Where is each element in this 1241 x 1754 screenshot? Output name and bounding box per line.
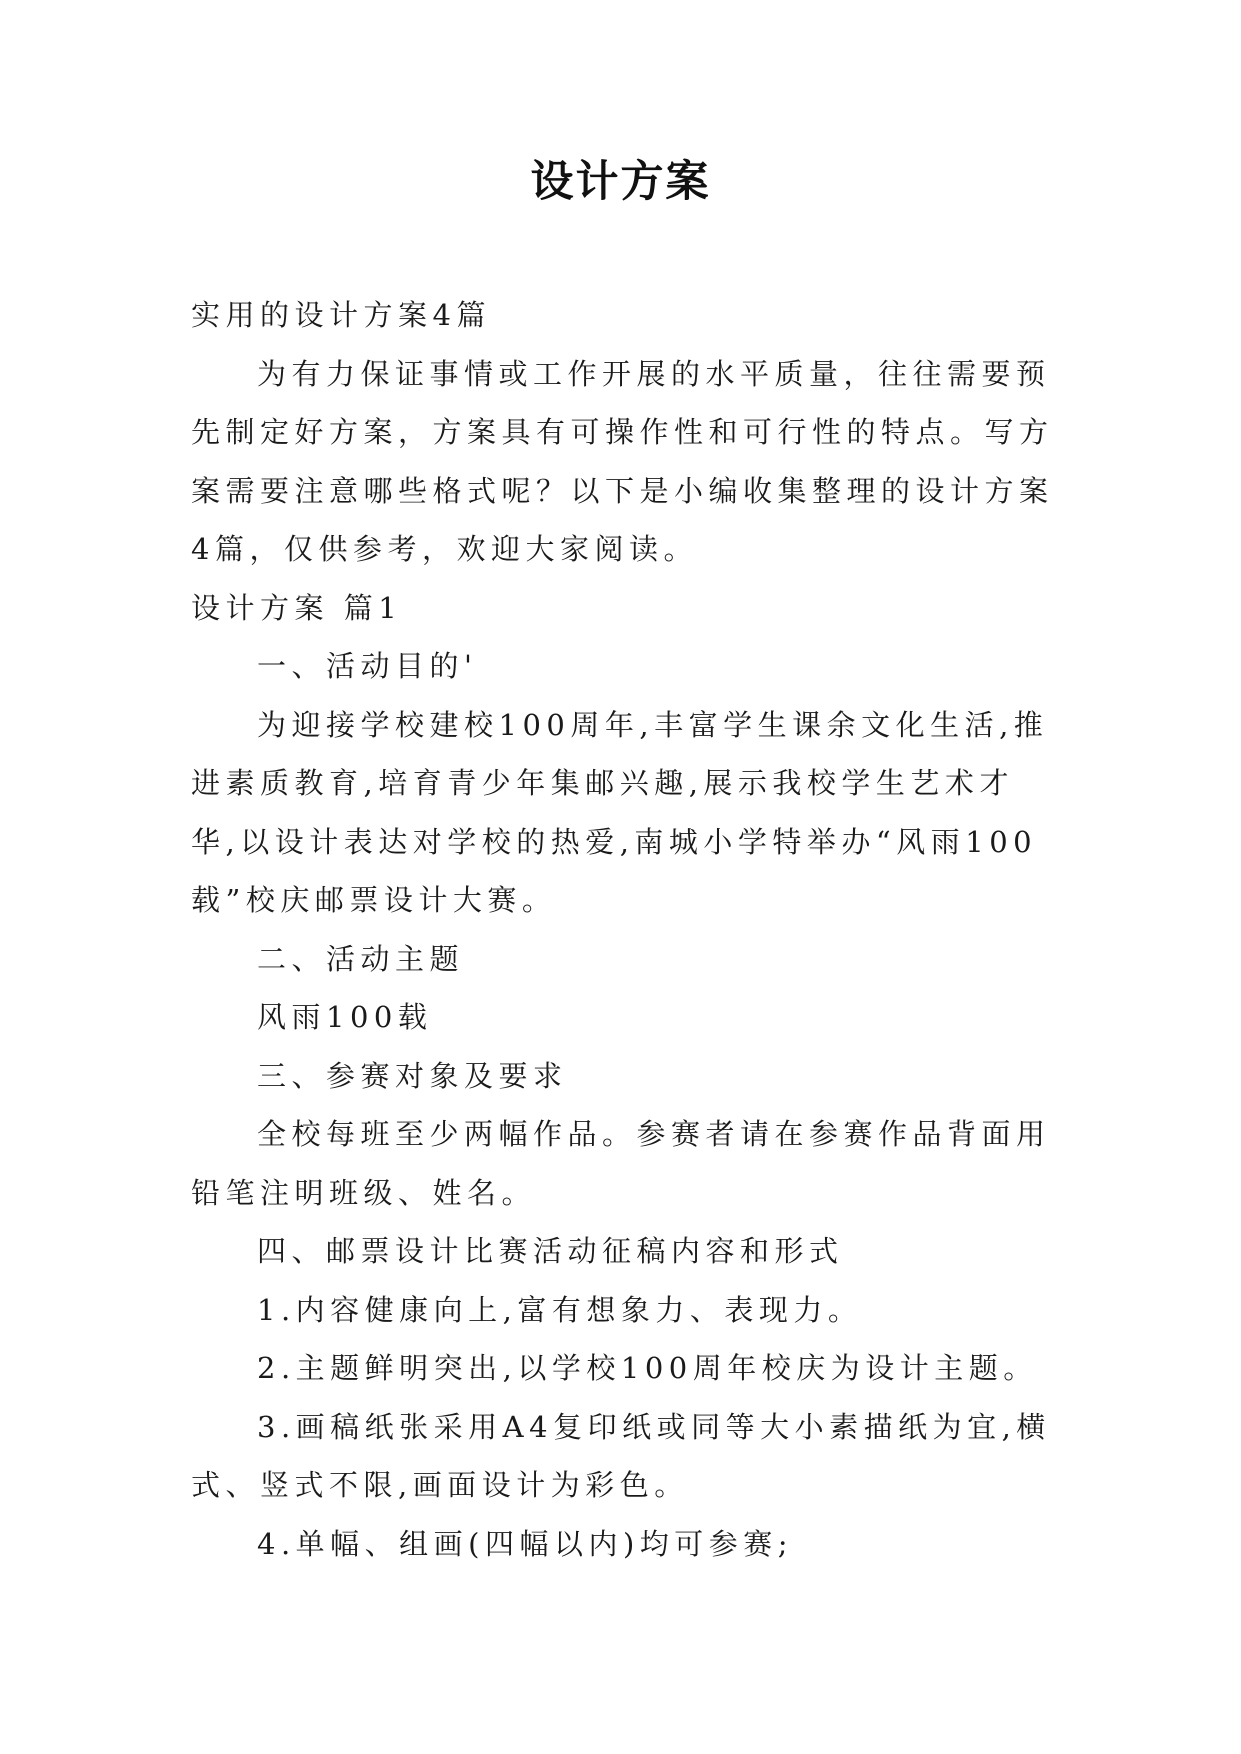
paragraph-activity-purpose: 为迎接学校建校100周年,丰富学生课余文化生活,推进素质教育,培育青少年集邮兴趣,展示我校学生艺术才华,以设计表达对学校的热爱,南城小学特举办“风雨100载”校庆邮票设计大赛。 xyxy=(191,707,1049,917)
subheading-activity-theme: 二、活动主题 xyxy=(257,941,465,976)
list-item: 2.主题鲜明突出,以学校100周年校庆为设计主题。 xyxy=(257,1351,1038,1385)
document-title: 设计方案 xyxy=(530,157,711,207)
list-item: 4.单幅、组画(四幅以内)均可参赛; xyxy=(257,1526,794,1561)
subheading-participants: 三、参赛对象及要求 xyxy=(257,1058,568,1093)
intro-paragraph: 为有力保证事情或工作开展的水平质量，往往需要预先制定好方案，方案具有可操作性和可行性的特点。写方案需要注意哪些格式呢？以下是小编收集整理的设计方案4篇，仅供参考，欢迎大家阅读。 xyxy=(191,356,1054,566)
section-heading-part1: 设计方案 篇1 xyxy=(191,590,403,625)
paragraph-activity-theme: 风雨100载 xyxy=(257,1000,433,1034)
subheading-submission-content: 四、邮票设计比赛活动征稿内容和形式 xyxy=(257,1234,844,1268)
subheading-activity-purpose: 一、活动目的' xyxy=(257,649,478,683)
intro-heading: 实用的设计方案4篇 xyxy=(191,298,491,332)
paragraph-participants: 全校每班至少两幅作品。参赛者请在参赛作品背面用铅笔注明班级、姓名。 xyxy=(191,1117,1051,1210)
list-item: 3.画稿纸张采用A4复印纸或同等大小素描纸为宜,横式、竖式不限,画面设计为彩色。 xyxy=(191,1409,1051,1502)
list-item: 1.内容健康向上,富有想象力、表现力。 xyxy=(257,1292,863,1327)
document-body xyxy=(191,286,1055,1573)
